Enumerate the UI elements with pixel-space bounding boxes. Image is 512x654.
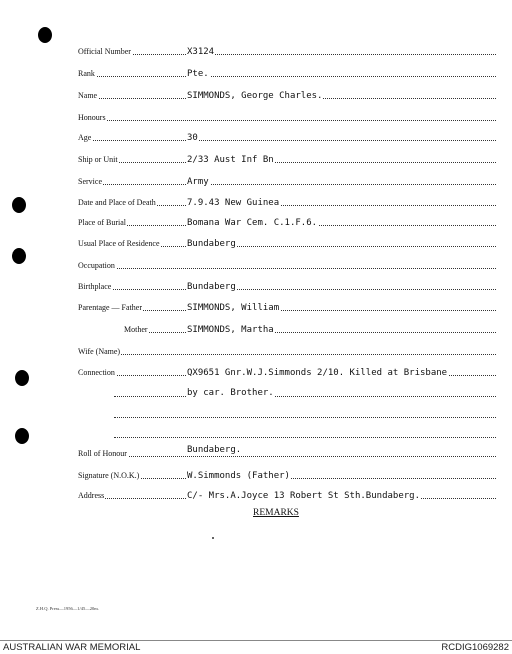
field-label: Honours bbox=[78, 113, 106, 122]
field-value: Army bbox=[187, 177, 209, 187]
connection-line-3 bbox=[114, 406, 496, 420]
field-label: Occupation bbox=[78, 261, 115, 270]
field-value: Bundaberg. bbox=[187, 445, 242, 455]
field-label: Date and Place of Death bbox=[78, 198, 156, 207]
field-value: QX9651 Gnr.W.J.Simmonds 2/10. Killed at Brisbane bbox=[187, 368, 448, 378]
field-value: Bundaberg bbox=[187, 239, 236, 249]
field-official-number bbox=[78, 42, 496, 58]
field-value: W.Simmonds (Father) bbox=[187, 471, 290, 481]
field-birthplace bbox=[78, 277, 496, 293]
field-label: Address bbox=[78, 491, 105, 500]
field-value: by car. Brother. bbox=[187, 388, 274, 398]
field-label: Birthplace bbox=[78, 282, 112, 291]
field-signature bbox=[78, 466, 496, 482]
field-label: Usual Place of Residence bbox=[78, 239, 160, 248]
footer-bar bbox=[0, 640, 512, 654]
remarks-heading: REMARKS bbox=[253, 508, 299, 518]
field-value: X3124 bbox=[187, 47, 215, 57]
punch-hole bbox=[12, 248, 26, 264]
field-connection bbox=[78, 363, 496, 379]
printer-imprint: Z.H.Q. Press—1956—1/45—20m. bbox=[36, 606, 99, 611]
punch-hole bbox=[12, 197, 26, 213]
field-honours bbox=[78, 108, 496, 124]
ink-dot bbox=[212, 537, 214, 539]
field-value: 2/33 Aust Inf Bn bbox=[187, 155, 274, 165]
field-label: Name bbox=[78, 91, 98, 100]
field-date-place-of-death bbox=[78, 193, 496, 209]
field-address bbox=[78, 486, 496, 502]
field-label: Official Number bbox=[78, 47, 131, 56]
field-usual-residence bbox=[78, 234, 496, 250]
field-value: SIMMONDS, Martha bbox=[187, 325, 274, 335]
field-ship-or-unit bbox=[78, 150, 496, 166]
field-label: Place of Burial bbox=[78, 218, 126, 227]
footer-archive-name: AUSTRALIAN WAR MEMORIAL bbox=[3, 642, 141, 653]
field-label: Parentage — Father bbox=[78, 303, 142, 312]
field-label: Ship or Unit bbox=[78, 155, 118, 164]
field-mother bbox=[124, 320, 496, 336]
field-roll-of-honour bbox=[78, 444, 496, 460]
field-value: Pte. bbox=[187, 69, 209, 79]
field-value: SIMMONDS, George Charles. bbox=[187, 91, 323, 101]
field-value: 30 bbox=[187, 133, 198, 143]
field-age bbox=[78, 128, 496, 144]
field-place-of-burial bbox=[78, 213, 496, 229]
field-label: Roll of Honour bbox=[78, 449, 127, 458]
field-value: Bomana War Cem. C.1.F.6. bbox=[187, 218, 318, 228]
punch-hole bbox=[15, 370, 29, 386]
field-value: 7.9.43 New Guinea bbox=[187, 198, 280, 208]
field-name bbox=[78, 86, 496, 102]
punch-hole bbox=[15, 428, 29, 444]
field-occupation bbox=[78, 256, 496, 272]
field-rank bbox=[78, 64, 496, 80]
field-label: Signature (N.O.K.) bbox=[78, 471, 140, 480]
punch-hole bbox=[38, 27, 52, 43]
field-label: Age bbox=[78, 133, 92, 142]
connection-line-2 bbox=[114, 385, 496, 399]
connection-line-4 bbox=[114, 426, 496, 440]
field-service bbox=[78, 172, 496, 188]
field-label: Wife (Name) bbox=[78, 347, 121, 356]
field-wife bbox=[78, 342, 496, 358]
field-label: Connection bbox=[78, 368, 115, 377]
footer-record-id: RCDIG1069282 bbox=[441, 642, 509, 653]
field-label: Rank bbox=[78, 69, 95, 78]
field-label: Service bbox=[78, 177, 102, 186]
field-father bbox=[78, 298, 496, 314]
field-label: Mother bbox=[124, 325, 148, 334]
field-value: SIMMONDS, William bbox=[187, 303, 280, 313]
field-value: C/- Mrs.A.Joyce 13 Robert St Sth.Bundaberg. bbox=[187, 491, 420, 501]
field-value: Bundaberg bbox=[187, 282, 236, 292]
